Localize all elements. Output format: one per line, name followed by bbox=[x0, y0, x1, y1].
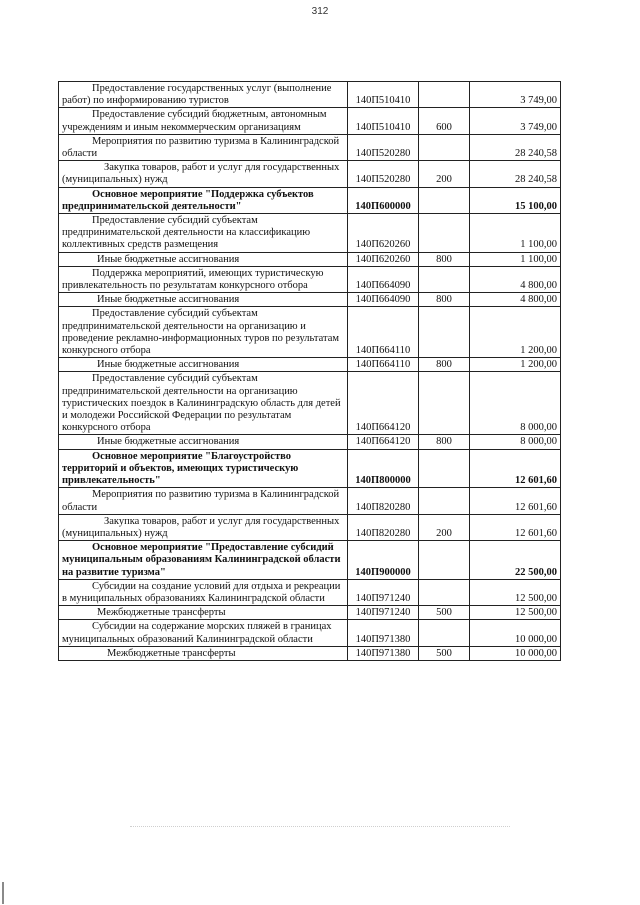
row-name-cell bbox=[59, 435, 348, 449]
row-expense-type bbox=[419, 541, 470, 580]
row-amount: 4 800,00 bbox=[470, 293, 561, 307]
row-name: Предоставление субсидий субъектам предпринимательской деятельности на организацию туристических поездок в Калининградскую область для детей и молодежи Российской Федерации по результатам конкурсного отбора bbox=[62, 373, 341, 434]
row-name-cell bbox=[59, 108, 348, 134]
row-code: 140П820280 bbox=[348, 488, 419, 514]
row-expense-type bbox=[419, 372, 470, 435]
row-name-cell bbox=[59, 134, 348, 160]
table-row bbox=[59, 82, 561, 108]
row-name-cell bbox=[59, 187, 348, 213]
row-name: Основное мероприятие "Предоставление субсидий муниципальным образованиям Калининградской области на развитие туризма" bbox=[62, 542, 341, 578]
row-code: 140П510410 bbox=[348, 82, 419, 108]
table-row bbox=[59, 606, 561, 620]
row-expense-type bbox=[419, 307, 470, 358]
row-amount: 12 601,60 bbox=[470, 514, 561, 540]
table-row bbox=[59, 307, 561, 358]
row-code: 140П971380 bbox=[348, 620, 419, 646]
row-expense-type bbox=[419, 187, 470, 213]
row-code: 140П664110 bbox=[348, 307, 419, 358]
row-name: Субсидии на создание условий для отдыха и рекреации в муниципальных образованиях Калининградской области bbox=[62, 580, 341, 604]
table-row bbox=[59, 214, 561, 253]
row-code: 140П800000 bbox=[348, 449, 419, 488]
table-row bbox=[59, 266, 561, 292]
row-expense-type: 800 bbox=[419, 435, 470, 449]
row-expense-type: 500 bbox=[419, 646, 470, 660]
table-row bbox=[59, 541, 561, 580]
row-name-cell bbox=[59, 449, 348, 488]
row-expense-type: 800 bbox=[419, 252, 470, 266]
row-name: Предоставление субсидий субъектам предпринимательской деятельности на классификацию коллективных средств размещения bbox=[62, 215, 311, 251]
row-amount: 28 240,58 bbox=[470, 161, 561, 187]
row-code: 140П600000 bbox=[348, 187, 419, 213]
row-amount: 4 800,00 bbox=[470, 266, 561, 292]
row-amount: 1 200,00 bbox=[470, 307, 561, 358]
row-name: Предоставление государственных услуг (выполнение работ) по информированию туристов bbox=[62, 83, 332, 107]
row-amount: 12 601,60 bbox=[470, 449, 561, 488]
row-name: Закупка товаров, работ и услуг для государственных (муниципальных) нужд bbox=[62, 515, 340, 539]
row-expense-type bbox=[419, 214, 470, 253]
row-code: 140П664090 bbox=[348, 266, 419, 292]
row-expense-type: 800 bbox=[419, 358, 470, 372]
row-name-cell bbox=[59, 579, 348, 605]
row-expense-type bbox=[419, 620, 470, 646]
row-name-cell bbox=[59, 358, 348, 372]
row-amount: 12 500,00 bbox=[470, 579, 561, 605]
row-name-cell bbox=[59, 252, 348, 266]
row-name: Иные бюджетные ассигнования bbox=[97, 294, 240, 306]
row-code: 140П664120 bbox=[348, 435, 419, 449]
row-code: 140П520280 bbox=[348, 134, 419, 160]
row-expense-type bbox=[419, 266, 470, 292]
row-code: 140П900000 bbox=[348, 541, 419, 580]
table-row bbox=[59, 646, 561, 660]
row-code: 140П620260 bbox=[348, 252, 419, 266]
row-amount: 1 100,00 bbox=[470, 252, 561, 266]
row-amount: 10 000,00 bbox=[470, 620, 561, 646]
row-name: Мероприятия по развитию туризма в Калининградской области bbox=[62, 135, 340, 160]
row-code: 140П971240 bbox=[348, 579, 419, 605]
table-row bbox=[59, 449, 561, 488]
row-name-cell bbox=[59, 514, 348, 540]
row-amount: 10 000,00 bbox=[470, 646, 561, 660]
row-name-cell bbox=[59, 372, 348, 435]
row-name-cell bbox=[59, 293, 348, 307]
bottom-dotted-rule bbox=[130, 826, 510, 827]
row-code: 140П971380 bbox=[348, 646, 419, 660]
row-name: Предоставление субсидий бюджетным, автономным учреждениям и иным некоммерческим организациям bbox=[62, 109, 327, 133]
row-amount: 12 601,60 bbox=[470, 488, 561, 514]
row-name-cell bbox=[59, 541, 348, 580]
table-row bbox=[59, 187, 561, 213]
table-row bbox=[59, 514, 561, 540]
row-name-cell bbox=[59, 307, 348, 358]
row-name: Мероприятия по развитию туризма в Калининградской области bbox=[62, 489, 340, 513]
row-name: Предоставление субсидий субъектам предпринимательской деятельности на организацию и проведение рекламно-информационных туров по результатам конкурсного отбора bbox=[62, 308, 340, 357]
row-name-cell bbox=[59, 214, 348, 253]
table-row bbox=[59, 161, 561, 187]
row-name-cell bbox=[59, 646, 348, 660]
row-code: 140П664090 bbox=[348, 293, 419, 307]
row-name: Закупка товаров, работ и услуг для государственных (муниципальных) нужд bbox=[62, 162, 340, 186]
row-name-cell bbox=[59, 606, 348, 620]
row-expense-type bbox=[419, 488, 470, 514]
row-amount: 3 749,00 bbox=[470, 82, 561, 108]
row-name: Межбюджетные трансферты bbox=[107, 647, 236, 659]
row-name: Основное мероприятие "Благоустройство территорий и объектов, имеющих туристическую привлекательность" bbox=[62, 450, 299, 487]
table-row bbox=[59, 435, 561, 449]
row-name: Иные бюджетные ассигнования bbox=[97, 253, 240, 265]
row-code: 140П664110 bbox=[348, 358, 419, 372]
table-row bbox=[59, 108, 561, 134]
budget-table bbox=[58, 81, 561, 661]
row-amount: 28 240,58 bbox=[470, 134, 561, 160]
table-row bbox=[59, 488, 561, 514]
row-name: Субсидии на содержание морских пляжей в границах муниципальных образований Калининградской области bbox=[62, 621, 332, 645]
table-row bbox=[59, 579, 561, 605]
row-amount: 8 000,00 bbox=[470, 435, 561, 449]
row-amount: 12 500,00 bbox=[470, 606, 561, 620]
row-code: 140П971240 bbox=[348, 606, 419, 620]
row-name-cell bbox=[59, 161, 348, 187]
row-expense-type bbox=[419, 449, 470, 488]
row-code: 140П820280 bbox=[348, 514, 419, 540]
row-name-cell bbox=[59, 82, 348, 108]
row-expense-type bbox=[419, 134, 470, 160]
row-expense-type bbox=[419, 579, 470, 605]
table-row bbox=[59, 252, 561, 266]
row-name: Поддержка мероприятий, имеющих туристическую привлекательность по результатам конкурсного отбора bbox=[62, 267, 324, 292]
row-name-cell bbox=[59, 488, 348, 514]
row-amount: 3 749,00 bbox=[470, 108, 561, 134]
row-name: Иные бюджетные ассигнования bbox=[97, 359, 240, 371]
row-expense-type: 600 bbox=[419, 108, 470, 134]
row-name-cell bbox=[59, 620, 348, 646]
budget-table-body bbox=[59, 82, 561, 661]
row-name: Межбюджетные трансферты bbox=[97, 607, 226, 619]
row-name: Основное мероприятие "Поддержка субъектов предпринимательской деятельности" bbox=[62, 188, 314, 212]
table-row bbox=[59, 358, 561, 372]
table-row bbox=[59, 134, 561, 160]
table-row bbox=[59, 293, 561, 307]
row-amount: 1 100,00 bbox=[470, 214, 561, 253]
row-name-cell bbox=[59, 266, 348, 292]
table-row bbox=[59, 620, 561, 646]
row-code: 140П664120 bbox=[348, 372, 419, 435]
row-code: 140П510410 bbox=[348, 108, 419, 134]
scan-edge-mark bbox=[2, 882, 4, 904]
row-expense-type: 800 bbox=[419, 293, 470, 307]
row-amount: 15 100,00 bbox=[470, 187, 561, 213]
table-row bbox=[59, 372, 561, 435]
row-expense-type: 200 bbox=[419, 161, 470, 187]
row-expense-type: 200 bbox=[419, 514, 470, 540]
page-number: 312 bbox=[311, 6, 329, 17]
row-amount: 8 000,00 bbox=[470, 372, 561, 435]
row-name: Иные бюджетные ассигнования bbox=[97, 436, 240, 448]
row-amount: 22 500,00 bbox=[470, 541, 561, 580]
row-code: 140П620260 bbox=[348, 214, 419, 253]
row-amount: 1 200,00 bbox=[470, 358, 561, 372]
row-code: 140П520280 bbox=[348, 161, 419, 187]
row-expense-type bbox=[419, 82, 470, 108]
row-expense-type: 500 bbox=[419, 606, 470, 620]
